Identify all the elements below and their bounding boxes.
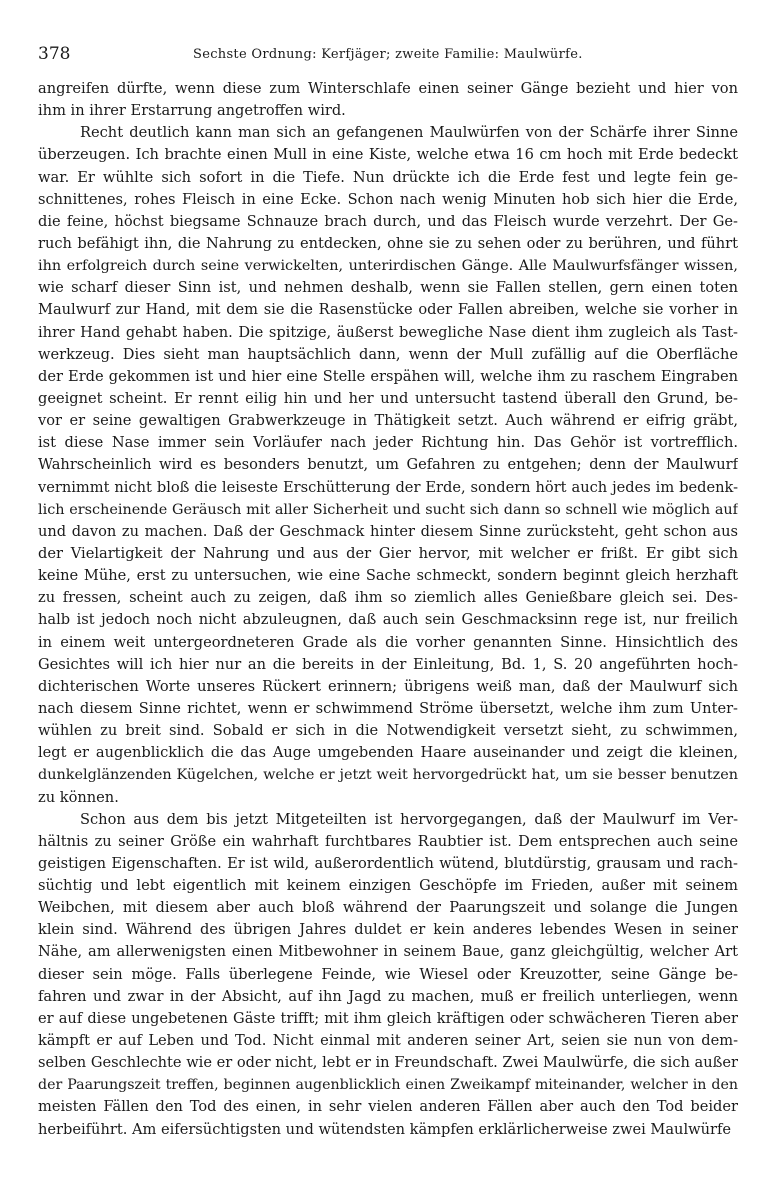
text-line: ihn erfolgreich durch seine verwickelten, unterirdischen Gänge. Alle Maulwurfsfänger wissen, bbox=[38, 258, 738, 275]
text-line: dichterischen Worte unseres Rückert erinnern; übrigens weiß man, daß der Maulwurf sich bbox=[38, 677, 738, 695]
text-line: er auf diese ungebetenen Gäste trifft; mit ihm gleich kräftigen oder schwächeren Tieren aber bbox=[38, 1009, 738, 1027]
text-line: vernimmt nicht bloß die leiseste Erschütterung der Erde, sondern hört auch jedes im bedenk- bbox=[38, 478, 738, 496]
text-line: legt er augenblicklich die das Auge umgebenden Haare auseinander und zeigt die kleinen, bbox=[38, 744, 738, 762]
text-line: Nähe, am allerwenigsten einen Mitbewohner in seinem Baue, ganz gleichgültig, welcher Art bbox=[38, 943, 738, 961]
text-line: der Paarungszeit treffen, beginnen augenblicklich einen Zweikampf miteinander, welcher in den bbox=[38, 1077, 738, 1094]
text-line: zu fressen, scheint auch zu zeigen, daß ihm so ziemlich alles Genießbare gleich sei. Des- bbox=[38, 589, 738, 607]
text-line: meisten Fällen den Tod des einen, in sehr vielen anderen Fällen aber auch den Tod beider bbox=[38, 1098, 738, 1116]
text-line: keine Mühe, erst zu untersuchen, wie eine Sache schmeckt, sondern beginnt gleich herzhaft bbox=[38, 567, 738, 585]
text-line: Wahrscheinlich wird es besonders benutzt, um Gefahren zu entgehen; denn der Maulwurf bbox=[38, 456, 738, 474]
text-line: der Vielartigkeit der Nahrung und aus der Gier hervor, mit welcher er frißt. Er gibt sich bbox=[38, 544, 738, 562]
text-line: ihrer Hand gehabt haben. Die spitzige, äußerst bewegliche Nase dient ihm zugleich als Tast- bbox=[38, 323, 738, 341]
text-line: nach diesem Sinne richtet, wenn er schwimmend Ströme übersetzt, welche ihm zum Unter- bbox=[38, 699, 738, 717]
text-line: kämpft er auf Leben und Tod. Nicht einmal mit anderen seiner Art, seien sie nun von dem- bbox=[38, 1032, 738, 1050]
text-line: geistigen Eigenschaften. Er ist wild, außerordentlich wütend, blutdürstig, grausam und rach- bbox=[38, 854, 738, 872]
text-line: vor er seine gewaltigen Grabwerkzeuge in Thätigkeit setzt. Auch während er eifrig gräbt, bbox=[38, 412, 738, 430]
text-line: geeignet scheint. Er rennt eilig hin und her und untersucht tastend überall den Grund, be- bbox=[38, 389, 738, 407]
text-line: Schon aus dem bis jetzt Mitgeteilten ist hervorgegangen, daß der Maulwurf im Ver- bbox=[80, 810, 738, 828]
text-line: Recht deutlich kann man sich an gefangenen Maulwürfen von der Schärfe ihrer Sinne bbox=[80, 124, 738, 142]
text-line: lich erscheinende Geräusch mit aller Sicherheit und sucht sich dann so schnell wie möglich auf bbox=[38, 501, 738, 518]
text-line: Weibchen, mit diesem aber auch bloß während der Paarungszeit und solange die Jungen bbox=[38, 899, 738, 917]
text-line: ihm in ihrer Erstarrung angetroffen wird. bbox=[38, 102, 346, 120]
text-line: in einem weit untergeordneteren Grade als die vorher genannten Sinne. Hinsichtlich des bbox=[38, 633, 738, 651]
text-line: fahren und zwar in der Absicht, auf ihn Jagd zu machen, muß er freilich unterliegen, wenn bbox=[38, 987, 738, 1005]
page-header bbox=[38, 44, 723, 66]
text-line: wühlen zu breit sind. Sobald er sich in die Notwendigkeit versetzt sieht, zu schwimmen, bbox=[38, 722, 738, 740]
page-number: 378 bbox=[38, 44, 71, 64]
text-line: Maulwurf zur Hand, mit dem sie die Rasenstücke oder Fallen abreiben, welche sie vorher in bbox=[38, 301, 738, 319]
text-line: hältnis zu seiner Größe ein wahrhaft furchtbares Raubtier ist. Dem entsprechen auch seine bbox=[38, 832, 738, 850]
text-line: herbeiführt. Am eifersüchtigsten und wütendsten kämpfen erklärlicherweise zwei Maulwürfe bbox=[38, 1120, 732, 1138]
text-line: halb ist jedoch noch nicht abzuleugnen, daß auch sein Geschmacksinn rege ist, nur freilich bbox=[38, 611, 738, 629]
text-line: klein sind. Während des übrigen Jahres duldet er kein anderes lebendes Wesen in seiner bbox=[38, 921, 738, 939]
text-line: süchtig und lebt eigentlich mit keinem einzigen Geschöpfe im Frieden, außer mit seinem bbox=[38, 877, 738, 895]
text-line: die feine, höchst biegsame Schnauze brach durch, und das Fleisch wurde verzehrt. Der Ge- bbox=[38, 212, 738, 230]
text-line: überzeugen. Ich brachte einen Mull in eine Kiste, welche etwa 16 cm hoch mit Erde bedeckt bbox=[38, 146, 738, 164]
text-line: und davon zu machen. Daß der Geschmack hinter diesem Sinne zurücksteht, geht schon aus bbox=[38, 522, 738, 540]
text-line: ruch befähigt ihn, die Nahrung zu entdecken, ohne sie zu sehen oder zu berühren, und führt bbox=[38, 234, 738, 252]
text-line: schnittenes, rohes Fleisch in eine Ecke. Schon nach wenig Minuten hob sich hier die Erde, bbox=[38, 190, 738, 208]
text-line: selben Geschlechte wie er oder nicht, lebt er in Freundschaft. Zwei Maulwürfe, die sich außer bbox=[38, 1054, 738, 1072]
text-line: angreifen dürfte, wenn diese zum Winterschlafe einen seiner Gänge bezieht und hier von bbox=[38, 80, 738, 97]
text-line: war. Er wühlte sich sofort in die Tiefe. Nun drückte ich die Erde fest und legte fein ge- bbox=[38, 168, 738, 186]
text-line: zu können. bbox=[38, 788, 119, 806]
text-line: ist diese Nase immer sein Vorläufer nach jeder Richtung hin. Das Gehör ist vortrefflich. bbox=[38, 434, 738, 452]
text-line: wie scharf dieser Sinn ist, und nehmen deshalb, wenn sie Fallen stellen, gern einen toten bbox=[38, 279, 738, 297]
text-line: dieser sein möge. Falls überlegene Feinde, wie Wiesel oder Kreuzotter, seine Gänge be- bbox=[38, 965, 738, 983]
paragraph bbox=[38, 78, 738, 122]
text-line: werkzeug. Dies sieht man hauptsächlich dann, wenn der Mull zufällig auf die Oberfläche bbox=[38, 345, 738, 363]
body-text bbox=[38, 78, 738, 1141]
text-line: Gesichtes will ich hier nur an die bereits in der Einleitung, Bd. 1, S. 20 angeführten hoch- bbox=[38, 655, 738, 673]
text-line: der Erde gekommen ist und hier eine Stelle erspähen will, welche ihm zu raschem Eingraben bbox=[38, 367, 738, 385]
paragraph bbox=[38, 122, 738, 808]
running-head: Sechste Ordnung: Kerfjäger; zweite Familie: Maulwürfe. bbox=[193, 47, 583, 62]
paragraph bbox=[38, 809, 738, 1141]
text-line: dunkelglänzenden Kügelchen, welche er jetzt weit hervorgedrückt hat, um sie besser benutzen bbox=[38, 767, 738, 784]
